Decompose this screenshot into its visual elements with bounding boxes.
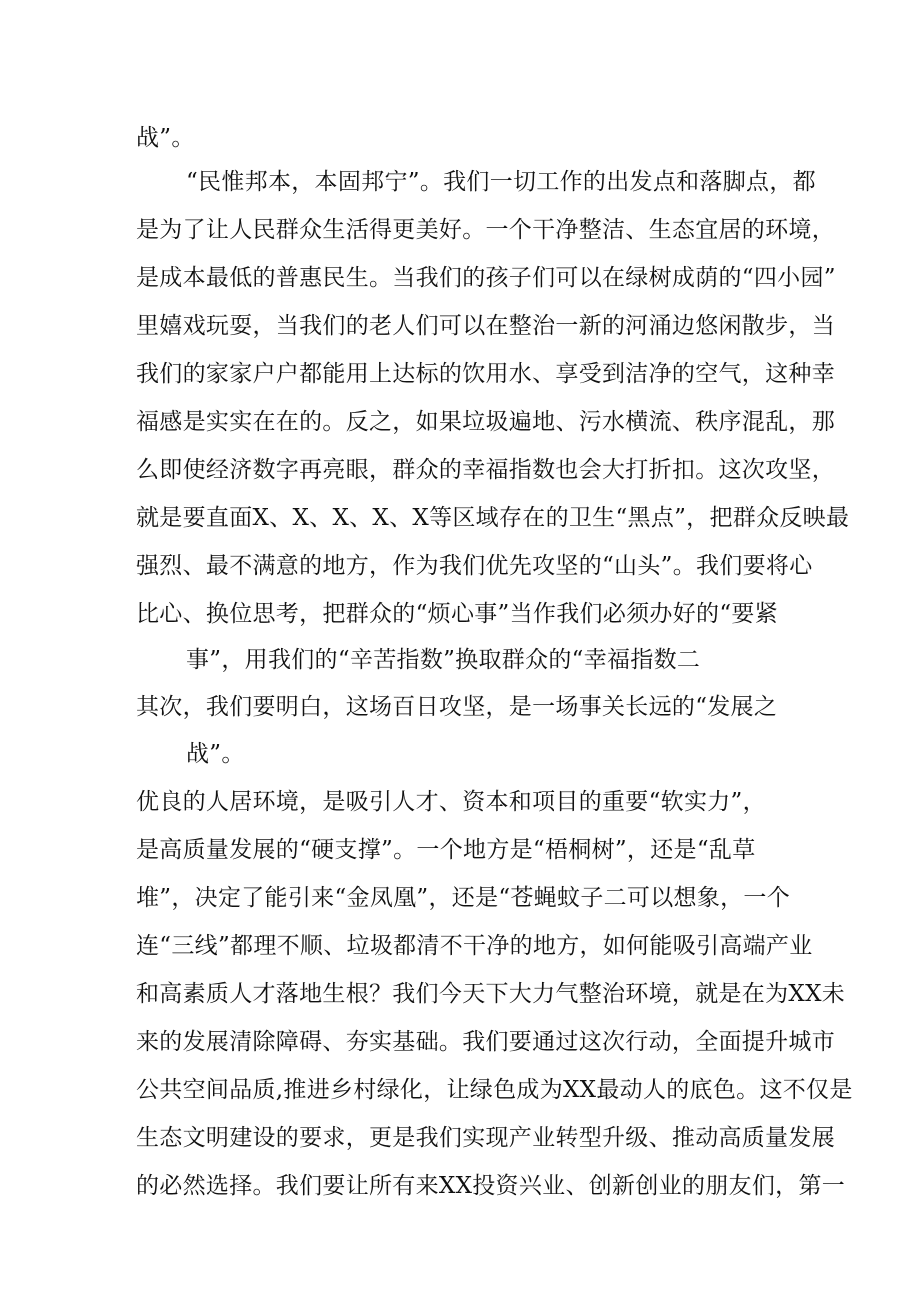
text-line: 堆”，决定了能引来“金凤凰”，还是“苍蝇蚊子二可以想象，一个 [136,885,791,911]
text-line: 是高质量发展的“硬支撑”。一个地方是“梧桐树”，还是“乱草 [136,837,756,863]
text-line: 是成本最低的普惠民生。当我们的孩子们可以在绿树成荫的“四小园” [136,265,836,291]
text-line: 连“三线”都理不顺、垃圾都清不干净的地方，如何能吸引高端产业 [136,933,813,959]
text-line: 优良的人居环境，是吸引人才、资本和项目的重要“软实力”， [136,789,766,815]
text-line: 战”。 [186,741,245,767]
text-line: 福感是实实在在的。反之，如果垃圾遍地、污水横流、秩序混乱，那 [136,409,835,435]
text-line: 里嬉戏玩耍，当我们的老人们可以在整治一新的河涌边悠闲散步，当 [136,313,835,339]
text-line: 的必然选择。我们要让所有来XX投资兴业、创新创业的朋友们，第一 [136,1173,846,1199]
text-line: 事”，用我们的“辛苦指数”换取群众的“幸福指数二 [186,647,701,673]
text-line: “民惟邦本，本固邦宁”。我们一切工作的出发点和落脚点，都 [186,169,816,195]
text-line: 我们的家家户户都能用上达标的饮用水、享受到洁净的空气，这种幸 [136,361,835,387]
text-line: 战”。 [136,125,195,151]
text-line: 比心、换位思考，把群众的“烦心事”当作我们必须办好的“要紧 [136,601,778,627]
text-line: 是为了让人民群众生活得更美好。一个干净整洁、生态宜居的环境， [136,217,835,243]
text-line: 么即使经济数字再亮眼，群众的幸福指数也会大打折扣。这次攻坚， [136,457,835,483]
text-line: 和高素质人才落地生根？我们今天下大力气整治环境，就是在为XX未 [136,981,846,1007]
text-line: 其次，我们要明白，这场百日攻坚，是一场事关长远的“发展之 [136,694,778,720]
text-line: 就是要直面X、X、X、X、X等区域存在的卫生“黑点”，把群众反映最 [136,505,850,531]
text-line: 公共空间品质,推进乡村绿化，让绿色成为XX最动人的底色。这不仅是 [136,1077,853,1103]
text-line: 生态文明建设的要求，更是我们实现产业转型升级、推动高质量发展 [136,1125,835,1151]
text-line: 来的发展清除障碍、夯实基础。我们要通过这次行动，全面提升城市 [136,1029,835,1055]
text-line: 强烈、最不满意的地方，作为我们优先攻坚的“山头”。我们要将心 [136,553,813,579]
